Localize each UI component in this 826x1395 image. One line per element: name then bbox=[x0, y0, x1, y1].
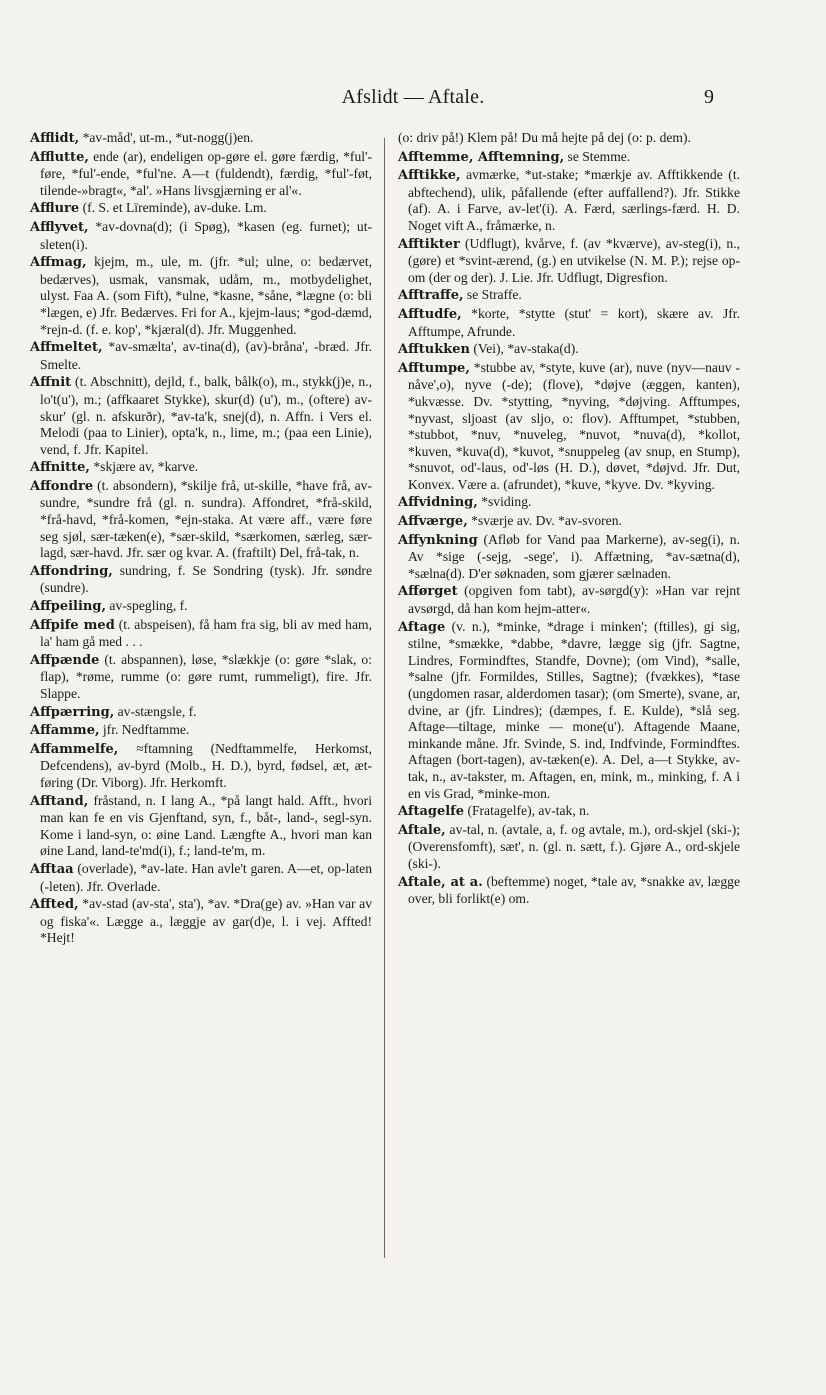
entry-headword: Affpærring, bbox=[30, 704, 115, 720]
entry-definition: (f. S. et Lïreminde), av-duke. Lm. bbox=[79, 200, 267, 216]
dictionary-entry bbox=[30, 254, 372, 338]
entry-definition: (t. Abschnitt), dejld, f., balk, bålk(o), m., stykk(j)e, n., lo't(u'), m.; (affkaaret Stykke), skur(d) (u'), m., (oftere) av-skur' (gl. n. afskurðr), *av-ta'k, snej(d), n. Affn. i Vers el. Melodi (paa to Linier), opta'k, n., lime, m.; (paa een Linie), vend, f. Jfr. Kapitel. bbox=[40, 374, 372, 457]
dictionary-entry bbox=[30, 374, 372, 458]
entry-headword: Afflidt, bbox=[30, 131, 80, 146]
entry-headword: Affammelfe, bbox=[30, 741, 119, 757]
entry-headword: Affværge, bbox=[398, 514, 468, 530]
entry-definition: (t. abspannen), løse, *slækkje (o: gøre *slak, o: flap), *røme, rumme (o: gøre rumt, rummeligt), fire. Jfr. Slappe. bbox=[40, 651, 372, 701]
entry-headword: Afftaa bbox=[30, 861, 74, 877]
dictionary-entry bbox=[398, 149, 740, 167]
dictionary-entry bbox=[398, 822, 740, 873]
dictionary-entry bbox=[398, 874, 740, 908]
entry-headword: Affamme, bbox=[30, 723, 100, 739]
dictionary-entry bbox=[398, 306, 740, 340]
dictionary-entry bbox=[398, 236, 740, 287]
entry-headword: Afftikke, bbox=[398, 168, 461, 184]
page-title: Afslidt — Aftale. bbox=[341, 86, 485, 108]
dictionary-entry bbox=[398, 583, 740, 617]
entry-headword: Affondre bbox=[30, 478, 94, 494]
page-number: 9 bbox=[704, 86, 714, 108]
dictionary-entry bbox=[30, 219, 372, 253]
entry-definition: (t. abspeisen), få ham fra sig, bli av med ham, la' ham gå med . . . bbox=[40, 616, 372, 650]
entry-definition: (Fratagelfe), av-tak, n. bbox=[464, 803, 590, 819]
dictionary-entry bbox=[30, 598, 372, 616]
entry-definition: fråstand, n. I lang A., *på langt hald. Afft., hvori man kan fe en vis Gjenftand, syn, f., båt-, land-, segl-syn. Kome i land-syn, o: øine Land. Længfte A., hvori man kan øine Land, land-te'md(i), f.; land-te'm, m. bbox=[40, 792, 372, 859]
entry-definition: *av-dovna(d); (i Spøg), *kasen (eg. furnet); ut-sleten(i). bbox=[40, 218, 372, 252]
dictionary-entry bbox=[398, 287, 740, 305]
dictionary-entry bbox=[398, 532, 740, 583]
entry-headword: Afflutte, bbox=[30, 149, 89, 165]
dictionary-entry bbox=[398, 513, 740, 531]
entry-definition: *skjære av, *karve. bbox=[89, 459, 199, 475]
entry-definition: (o: driv på!) Klem på! Du må hejte på dej (o: p. dem). bbox=[398, 130, 691, 145]
dictionary-entry bbox=[398, 619, 740, 803]
entry-definition: *av-stad (av-sta', sta'), *av. *Dra(ge) av. »Han var av og fiska'«. Lægge a., læggje av gar(d)e, l. i vej. Affted! *Hejt! bbox=[40, 896, 372, 946]
entry-definition: (Vei), *av-staka(d). bbox=[469, 341, 579, 357]
entry-headword: Affpænde bbox=[30, 652, 100, 668]
dictionary-entry bbox=[30, 130, 372, 148]
entry-headword: Afflure bbox=[30, 201, 80, 217]
entry-headword: Affvidning, bbox=[398, 495, 478, 511]
dictionary-entry bbox=[30, 478, 372, 562]
entry-headword: Afftudfe, bbox=[398, 306, 462, 322]
entry-definition: *korte, *stytte (stut' = kort), skære av. Jfr. Afftumpe, Afrunde. bbox=[408, 305, 740, 339]
entry-definition: av-spegling, f. bbox=[106, 598, 188, 614]
entry-headword: Afftumpe, bbox=[398, 360, 470, 376]
entry-headword: Affted, bbox=[30, 897, 79, 913]
entry-headword: Afftukken bbox=[398, 342, 470, 358]
dictionary-entry bbox=[30, 793, 372, 860]
entry-definition: se Stemme. bbox=[564, 148, 631, 164]
dictionary-entry bbox=[30, 339, 372, 373]
entry-headword: Aftage bbox=[398, 619, 446, 635]
entry-definition: *sværje av. Dv. *av-svoren. bbox=[467, 513, 622, 529]
entry-headword: Aftagelfe bbox=[398, 804, 465, 820]
entry-headword: Affnitte, bbox=[30, 460, 90, 476]
entry-definition: kjejm, m., ule, m. (jfr. *ul; ulne, o: bedærvet, bedærves), usmak, vansmak, udåm, m., motbydelighet, ulyst. Faa A. (som Fift), *ulne, *kasne, *såne, *lægne (o: bli *lægen, e) Jfr. Bedærves. Fri for A., kjejm-laus; *god-dæmd, *rejn-d. (f. e. kop', *kjæral(d). Jfr. Muggenhed. bbox=[40, 254, 372, 337]
entry-headword: Affnit bbox=[30, 375, 72, 391]
entry-headword: Afftemme, Afftemning, bbox=[398, 149, 565, 165]
dictionary-entry bbox=[398, 803, 740, 821]
dictionary-entry bbox=[398, 167, 740, 234]
entry-definition: (v. n.), *minke, *drage i minken'; (ftilles), gi sig, stilne, *smække, *dabbe, *davre, lægge sig (jfr. Sagtne, Lindres, Formindftes, Standfe, Dovne); (om Vind), *salle, *salne (jfr. Formildes, Stilles, Sagtne); (fvækkes), *tase (ungdomen rasar, alderdomen tasar); (om Smerte), svane, ar, dvine, ar (jfr. Lindres); (dæmpes, f. E. Kulde), *slå seg. Aftage—tiltage, minke — mone(u'). Aftagende Maane, minkande måne. Jfr. Svinde, S. ind, Indfvinde, Formindftes. Aftagen (bort-tagen), av-tæken(e). A. Del, a—t Stykke, av-tak, n., av-takster, m. Aftagen, en, mink, m., minking, f. A i en vis Grad, *minke-mon. bbox=[408, 618, 740, 801]
entry-definition: (overlade), *av-late. Han avle't garen. A—et, op-laten (-leten). Jfr. Overlade. bbox=[40, 860, 372, 894]
entry-definition: *stubbe av, *styte, kuve (ar), nuve (nyv—nauv -nåve',o), nyve (-de); (flove), *døjve (æggen, kanten), *ukvæsse. Dv. *stytting, *nyving, *døjving. Afftumpes, *nyvast, sljoast (av sljo, o: flov). Afftumpet, *stubben, *stubbot, *nuv, *nuveleg, *nuvot, *nuva(d), *kollot, *kuven, *kuva(d), *kuvot, *snuppeleg (av snup, en Stump), *snuvot, od'-laus, od'-løs (H. D.), døvet, *døjvd. Jfr. Dut, Konvex. Være a. (afrundet), *kuve, *kyve. Dv. *kyving. bbox=[408, 359, 740, 492]
entry-headword: Afførget bbox=[398, 584, 458, 600]
entry-headword: Afftand, bbox=[30, 793, 89, 809]
entry-definition: *sviding. bbox=[477, 494, 532, 510]
entry-definition: (Udflugt), kvårve, f. (av *kværve), av-steg(i), n., (gøre) et *svint-ærend, (g.) en utvikelse (N. M. P.); rejse op-om (der og der). J. Lie. Jfr. Udflugt, Digresfion. bbox=[408, 235, 740, 285]
entry-definition: av-stængsle, f. bbox=[114, 703, 197, 719]
entry-definition: jfr. Nedftamme. bbox=[99, 722, 190, 738]
dictionary-entry bbox=[30, 704, 372, 722]
entry-definition: *av-smælta', av-tina(d), (av)-bråna', -bræd. Jfr. Smelte. bbox=[40, 339, 372, 372]
entry-headword: Affpeiling, bbox=[30, 599, 107, 615]
entry-definition: (Afløb for Vand paa Markerne), av-seg(i), n. Av *sige (-sejg, -sege', i). Affætning, *av-sætna(d), *sælna(d). D'er søknaden, som gjærer sælnaden. bbox=[408, 531, 740, 581]
entry-headword: Afftikter bbox=[398, 236, 460, 252]
entry-definition: (opgiven fom tabt), av-sørgd(y): »Han var rejnt avsørgd, då han kom hejm-atter«. bbox=[408, 583, 740, 617]
entry-definition: sundring, f. Se Sondring (tysk). Jfr. søndre (sundre). bbox=[40, 562, 372, 596]
dictionary-entry bbox=[30, 617, 372, 651]
entry-definition: *av-måd', ut-m., *ut-nogg(j)en. bbox=[79, 130, 254, 145]
dictionary-entry bbox=[30, 652, 372, 703]
entry-definition: av-tal, n. (avtale, a, f. og avtale, m.), ord-skjel (ski-); (Overensfomft), sæt', n. (gl. n. sætt, f.). Gjøre A., ord-skjele (ski-). bbox=[408, 821, 740, 871]
entry-headword: Aftale, at a. bbox=[398, 874, 483, 890]
dictionary-entry bbox=[30, 896, 372, 947]
dictionary-entry bbox=[30, 722, 372, 740]
left-column bbox=[30, 130, 372, 948]
page-header bbox=[0, 86, 826, 118]
dictionary-entry bbox=[398, 341, 740, 359]
entry-headword: Affmeltet, bbox=[30, 340, 103, 356]
column-divider bbox=[384, 138, 385, 1258]
entry-definition: ende (ar), endeligen op-gøre el. gøre færdig, *ful'-føre, *ful'-ende, *ful'ne. A—t (fuldendt), færdig, *ful'-føt, tilende-»bragt«, *al'. »Hans livsgjærning er al'«. bbox=[40, 148, 372, 198]
entry-definition: (beftemme) noget, *tale av, *snakke av, lægge over, bli forlikt(e) om. bbox=[408, 873, 740, 907]
entry-definition: avmærke, *ut-stake; *mærkje av. Afftikkende (t. abftechend), ulik, påfallende (efter auffallend?). Jfr. Stikke (af). A. i Farve, av-let'(i). A. Færd, særlings-færd. H. D. Noget vift A., fråmærke, n. bbox=[408, 167, 740, 233]
dictionary-entry bbox=[30, 200, 372, 218]
dictionary-entry bbox=[30, 741, 372, 792]
entry-headword: Affpife med bbox=[30, 617, 115, 633]
entry-definition: ≈ftamning (Nedftammelfe, Herkomst, Defcendens), av-byrd (Molb., H. D.), byrd, fødsel, æt, æt-føring (Dr. Viborg). Jfr. Herkomft. bbox=[40, 740, 372, 790]
entry-headword: Afftraffe, bbox=[398, 288, 464, 304]
dictionary-entry bbox=[30, 459, 372, 477]
dictionary-entry bbox=[398, 360, 740, 494]
entry-headword: Aftale, bbox=[398, 822, 446, 838]
dictionary-entry bbox=[30, 149, 372, 200]
entry-headword: Afflyvet, bbox=[30, 219, 89, 235]
right-column bbox=[398, 130, 740, 909]
entry-definition: (t. absondern), *skilje frå, ut-skille, *have frå, av-sundre, *sundre frå (gl. n. sundra). Affondret, *frå-skild, *frå-havd, *frå-komen, *ejn-staka. At være aff., være føre seg sjøl, sær-tæken(e), *sær-skild, *særkomen, særleg, sær-lagd, sær-havd. Jfr. sær og kvar. A. (fraftilt) Del, frå-tak, n. bbox=[40, 477, 372, 561]
entry-headword: Affynkning bbox=[398, 532, 478, 548]
entry-headword: Affondring, bbox=[30, 563, 113, 579]
dictionary-entry bbox=[30, 563, 372, 597]
dictionary-entry bbox=[30, 861, 372, 895]
dictionary-entry bbox=[398, 494, 740, 512]
entry-definition: se Straffe. bbox=[463, 287, 522, 303]
entry-headword: Affmag, bbox=[30, 255, 87, 271]
dictionary-entry bbox=[398, 130, 740, 148]
